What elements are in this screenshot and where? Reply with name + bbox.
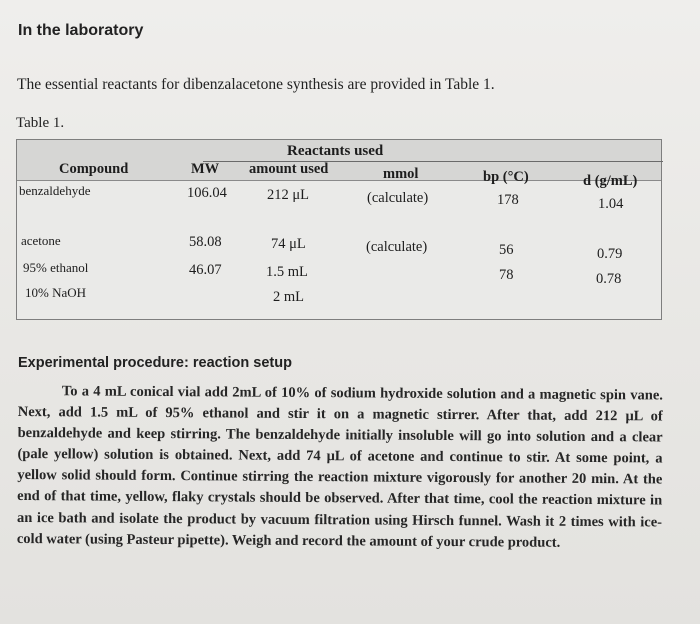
row-ethanol-bp: 78 bbox=[499, 267, 514, 283]
row-acetone-bp: 56 bbox=[499, 242, 514, 258]
row-naoh-compound: 10% NaOH bbox=[25, 285, 87, 300]
row-benzaldehyde-mmol: (calculate) bbox=[367, 190, 429, 206]
row-benzaldehyde-mw: 106.04 bbox=[187, 185, 227, 201]
row-acetone-density: 0.79 bbox=[597, 246, 623, 262]
row-ethanol-amount: 1.5 mL bbox=[266, 264, 308, 280]
col-header-mw: MW bbox=[191, 161, 220, 177]
row-acetone-mw: 58.08 bbox=[189, 234, 222, 250]
col-header-amount: amount used bbox=[249, 161, 329, 177]
row-benzaldehyde-amount: 212 μL bbox=[267, 187, 310, 203]
reactants-table bbox=[16, 139, 662, 320]
col-header-density: d (g/mL) bbox=[583, 173, 638, 189]
col-header-mmol: mmol bbox=[383, 166, 419, 182]
row-ethanol-compound: 95% ethanol bbox=[23, 260, 89, 275]
group-header: Reactants used bbox=[287, 143, 384, 159]
col-header-compound: Compound bbox=[59, 161, 129, 177]
col-header-bp: bp (°C) bbox=[483, 169, 529, 185]
row-benzaldehyde-compound: benzaldehyde bbox=[19, 183, 91, 198]
row-acetone-compound: acetone bbox=[21, 233, 61, 248]
section-heading: In the laboratory bbox=[18, 22, 144, 39]
row-acetone-amount: 74 μL bbox=[271, 236, 306, 252]
row-ethanol-mw: 46.07 bbox=[189, 262, 222, 278]
row-acetone-mmol: (calculate) bbox=[366, 239, 428, 255]
row-ethanol-density: 0.78 bbox=[596, 271, 622, 287]
procedure-paragraph: To a 4 mL conical vial add 2mL of 10% of sodium hydroxide solution and a magnetic spin vane. Next, add 1.5 mL of 95% ethanol and stir it on a magnetic stirrer. After that, add 212 μL of benzaldehyde and keep stirring. The benzaldehyde initially insoluble will go into solution and a clear (pale yellow) solution is obtained. Next, add 74 μL of acetone and continue to stir. At some point, a yellow solid should form. Continue stirring the reaction mixture vigorously for another 20 min. At the end of that time, yellow, flaky crystals should be observed. After that time, cool the reaction mixture in an ice bath and isolate the product by vacuum filtration using Hirsch funnel. Wash it 2 times with ice-cold water (using Pasteur pipette). Weigh and record the amount of your crude product. bbox=[16, 383, 663, 551]
row-naoh-amount: 2 mL bbox=[273, 289, 305, 305]
procedure-heading: Experimental procedure: reaction setup bbox=[18, 355, 292, 371]
row-benzaldehyde-density: 1.04 bbox=[598, 196, 624, 212]
intro-paragraph: The essential reactants for dibenzalacetone synthesis are provided in Table 1. bbox=[17, 76, 495, 93]
table-caption: Table 1. bbox=[16, 115, 65, 131]
row-benzaldehyde-bp: 178 bbox=[497, 192, 519, 208]
